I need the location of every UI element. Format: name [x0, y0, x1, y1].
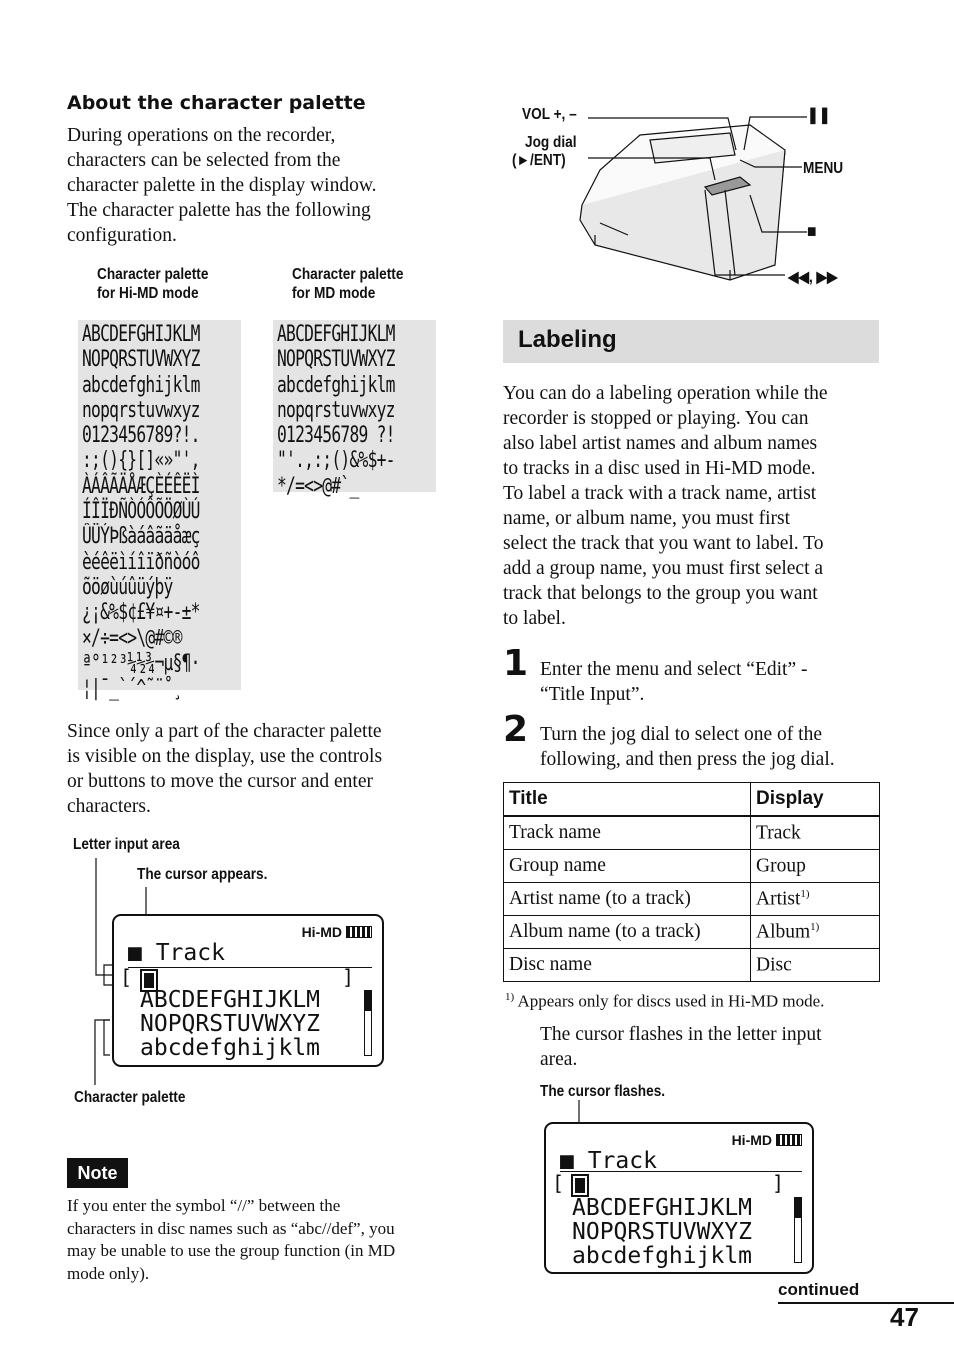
- palette-row: :;(){}[]«»"',: [82, 448, 200, 474]
- lcd-divider: [560, 1171, 802, 1172]
- label-vol: VOL +, –: [522, 106, 577, 123]
- pause-icon: ❚❚: [807, 107, 831, 124]
- lcd-palette-row: NOPQRSTUVWXYZ: [572, 1219, 753, 1245]
- labeling-paragraph: You can do a labeling operation while the recorder is stopped or playing. You can also label artist names and album names to tracks in a disc used in Hi-MD mode. To label a track with a track name, artist name, or album name, you must first select the track that you want to label. To add a group name, you must first select a track that belongs to the group you want to label.: [503, 383, 828, 629]
- cell-display: Album$^{1)}$: [751, 916, 880, 949]
- section-title-labeling: Labeling: [518, 326, 617, 353]
- scrollbar-thumb: [365, 991, 371, 1011]
- table-row: [504, 949, 880, 982]
- lcd-mode-line: ■ Track: [560, 1148, 657, 1174]
- lcd-palette-row: abcdefghijklm: [140, 1035, 321, 1061]
- caption-himd-palette: Character palette for Hi-MD mode: [97, 266, 209, 302]
- cell-display: Disc: [751, 949, 880, 982]
- lcd-input-bracket-left: [: [120, 965, 133, 989]
- label-letter-input-area: Letter input area: [73, 836, 180, 853]
- title-display-table: [503, 782, 880, 982]
- lcd-mode-line: ■ Track: [128, 940, 225, 966]
- label-cursor-flashes: The cursor flashes.: [540, 1083, 666, 1100]
- palette-row: ABCDEFGHIJKLM: [82, 322, 200, 347]
- battery-icon: [776, 1134, 802, 1146]
- step-1-text: Enter the menu and select “Edit” - “Title Input”.: [540, 659, 808, 705]
- palette-row: 0123456789 ?!: [277, 423, 395, 449]
- cursor-block-icon: [571, 1174, 589, 1197]
- palette-row: õöøùúûüýþÿ: [82, 574, 173, 600]
- stop-icon: ■: [807, 221, 817, 241]
- cell-display: Track: [751, 816, 880, 850]
- lcd-input-bracket-right: ]: [772, 1171, 785, 1195]
- since-paragraph: Since only a part of the character palette is visible on the display, use the controls or buttons to move the cursor and enter characters.: [67, 721, 383, 817]
- palette-row: ÍÎÏÐÑÒÓÔÕÖØÙÚ: [82, 499, 200, 525]
- intro-paragraph: During operations on the recorder, characters can be selected from the character palette in the display window. The character palette has the following configuration.: [67, 125, 377, 246]
- himd-logo: Hi-MD: [731, 1132, 772, 1148]
- cell-title: Artist name (to a track): [504, 883, 751, 916]
- column-header-display: Display: [751, 783, 880, 817]
- step-2-text: Turn the jog dial to select one of the following, and then press the jog dial.: [540, 724, 835, 770]
- lcd-divider: [128, 967, 372, 968]
- palette-row: ÀÁÂÃÄÅÆÇÈÉÊËÌ: [82, 473, 200, 499]
- palette-row: ª°¹²³¼½¾¬µ§¶·: [82, 650, 200, 676]
- column-header-title: Title: [504, 783, 751, 817]
- page-number: 47: [890, 1302, 919, 1332]
- scrollbar-thumb: [795, 1198, 801, 1218]
- palette-row: NOPQRSTUVWXYZ: [277, 347, 395, 373]
- lcd-palette-row: ABCDEFGHIJKLM: [140, 987, 321, 1013]
- lcd-palette-row: ABCDEFGHIJKLM: [572, 1195, 753, 1221]
- palette-row: nopqrstuvwxyz: [277, 397, 395, 423]
- cursor-flashes-text: The cursor flashes in the letter input area.: [540, 1024, 822, 1070]
- note-badge: Note: [67, 1158, 128, 1188]
- cell-title: Disc name: [504, 949, 751, 982]
- note-text: If you enter the symbol “//” between the characters in disc names such as “abc//def”, you may be unable to use the group function (in MD mode only).: [67, 1196, 396, 1283]
- cell-display: Group: [751, 850, 880, 883]
- label-menu: MENU: [803, 160, 844, 177]
- palette-row: "'.,:;()&%$+-: [277, 448, 395, 474]
- caption-md-palette: Character palette for MD mode: [292, 266, 404, 302]
- lcd-display-cursor-appears: [112, 914, 384, 1067]
- table-row: [504, 850, 880, 883]
- palette-row: */=<>@#`_: [277, 473, 359, 499]
- table-row: [504, 883, 880, 916]
- himd-logo: Hi-MD: [301, 924, 342, 940]
- footer-rule: [778, 1302, 954, 1304]
- step-number-1: 1: [503, 643, 529, 684]
- table-row: [504, 916, 880, 949]
- lcd-display-cursor-flashes: [544, 1122, 814, 1274]
- palette-row: èéêëìíîïðñòóô: [82, 549, 200, 575]
- cell-title: Album name (to a track): [504, 916, 751, 949]
- palette-row: ÛÜÝÞßàáâãäåæç: [82, 524, 200, 550]
- cell-display: Artist$^{1)}$: [751, 883, 880, 916]
- label-character-palette: Character palette: [74, 1089, 186, 1106]
- palette-row: NOPQRSTUVWXYZ: [82, 347, 200, 373]
- table-row: [504, 816, 880, 850]
- recorder-illustration: [500, 95, 890, 295]
- lcd-input-bracket-right: ]: [342, 965, 355, 989]
- palette-row: ¦|¯_`´^˜¨˚¸: [82, 676, 182, 702]
- label-jog-dial-ent: (►/ENT): [512, 152, 566, 169]
- table-header-row: [504, 783, 880, 817]
- scrollbar-track: [794, 1197, 802, 1263]
- cell-title: Track name: [504, 816, 751, 850]
- lcd-palette-row: NOPQRSTUVWXYZ: [140, 1011, 321, 1037]
- scrollbar-track: [364, 990, 372, 1056]
- continued-label: continued: [778, 1280, 860, 1299]
- battery-icon: [346, 926, 372, 938]
- palette-row: ×/÷=<>\@#©®: [82, 625, 182, 651]
- label-cursor-appears: The cursor appears.: [137, 866, 268, 883]
- section-heading-character-palette: About the character palette: [67, 92, 366, 114]
- palette-row: nopqrstuvwxyz: [82, 397, 200, 423]
- palette-row: ABCDEFGHIJKLM: [277, 322, 395, 347]
- label-jog-dial: Jog dial: [525, 134, 577, 151]
- palette-row: abcdefghijklm: [277, 372, 395, 398]
- lcd-palette-row: abcdefghijklm: [572, 1243, 753, 1269]
- lcd-input-bracket-left: [: [552, 1171, 565, 1195]
- step-number-2: 2: [503, 709, 529, 750]
- palette-row: ¿¡&%$¢£¥¤+-±*: [82, 600, 200, 626]
- labeling-section-bar: [503, 320, 879, 363]
- recorder-device-icon: [500, 95, 890, 295]
- palette-row: 0123456789?!.: [82, 423, 200, 449]
- footnote: $^{1)}$ Appears only for discs used in Hi-MD mode.: [505, 991, 825, 1011]
- cell-title: Group name: [504, 850, 751, 883]
- skip-buttons-icon: ◀◀, ▶▶: [788, 269, 838, 286]
- palette-row: abcdefghijklm: [82, 372, 200, 398]
